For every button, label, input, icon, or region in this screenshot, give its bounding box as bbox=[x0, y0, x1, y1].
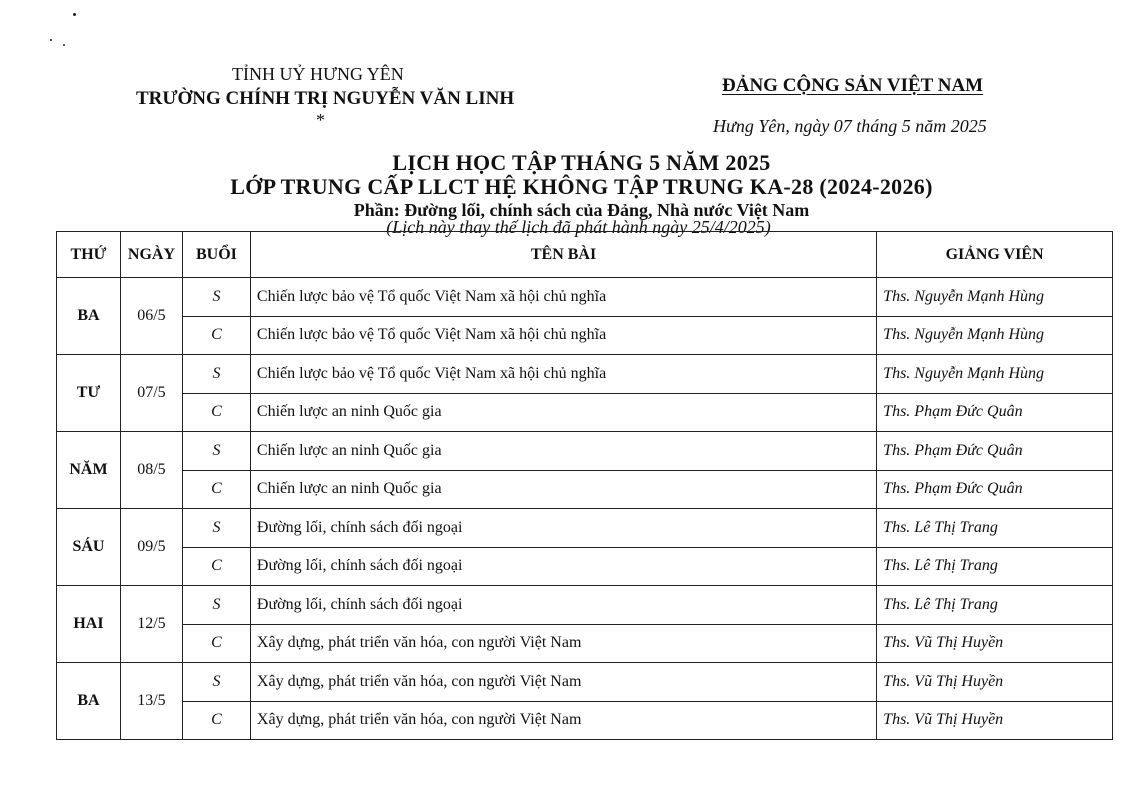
party-name: ĐẢNG CỘNG SẢN VIỆT NAM bbox=[722, 75, 984, 96]
session-cell: S bbox=[182, 663, 250, 702]
table-row bbox=[57, 432, 1113, 471]
issue-date: Hưng Yên, ngày 07 tháng 5 năm 2025 bbox=[713, 116, 987, 136]
lesson-cell: Đường lối, chính sách đối ngoại bbox=[250, 509, 876, 548]
session-cell: S bbox=[182, 432, 250, 471]
day-cell: HAI bbox=[57, 586, 121, 663]
title-line-1-text: LỊCH HỌC TẬP THÁNG 5 NĂM 2025 bbox=[392, 150, 771, 175]
date-cell: 09/5 bbox=[120, 509, 182, 586]
table-row bbox=[57, 586, 1113, 625]
org-lower-name: TRƯỜNG CHÍNH TRỊ NGUYỄN VĂN LINH bbox=[136, 88, 515, 109]
header-giang-vien: GIẢNG VIÊN bbox=[877, 232, 1113, 278]
session-cell: C bbox=[182, 624, 250, 663]
table-row bbox=[57, 624, 1113, 663]
lecturer-cell: Ths. Lê Thị Trang bbox=[877, 509, 1113, 548]
lecturer-cell: Ths. Lê Thị Trang bbox=[877, 547, 1113, 586]
org-star-mark: * bbox=[316, 110, 325, 130]
day-cell: NĂM bbox=[57, 432, 121, 509]
day-cell: SÁU bbox=[57, 509, 121, 586]
lesson-cell: Đường lối, chính sách đối ngoại bbox=[250, 547, 876, 586]
session-cell: S bbox=[182, 278, 250, 317]
table-row bbox=[57, 355, 1113, 394]
lecturer-cell: Ths. Vũ Thị Huyền bbox=[877, 663, 1113, 702]
section-title-text: Phần: Đường lối, chính sách của Đảng, Nhà nước Việt Nam bbox=[353, 200, 810, 220]
lecturer-cell: Ths. Phạm Đức Quân bbox=[877, 393, 1113, 432]
lesson-cell: Đường lối, chính sách đối ngoại bbox=[250, 586, 876, 625]
lecturer-cell: Ths. Vũ Thị Huyền bbox=[877, 624, 1113, 663]
title-line-2 bbox=[0, 174, 1131, 200]
day-cell: BA bbox=[57, 278, 121, 355]
table-row bbox=[57, 701, 1113, 740]
lecturer-cell: Ths. Vũ Thị Huyền bbox=[877, 701, 1113, 740]
table-row bbox=[57, 547, 1113, 586]
lesson-cell: Xây dựng, phát triển văn hóa, con người Việt Nam bbox=[250, 624, 876, 663]
table-row bbox=[57, 470, 1113, 509]
title-line-1 bbox=[0, 150, 1131, 176]
lecturer-cell: Ths. Phạm Đức Quân bbox=[877, 432, 1113, 471]
lesson-cell: Chiến lược an ninh Quốc gia bbox=[250, 470, 876, 509]
session-cell: C bbox=[182, 316, 250, 355]
day-cell: TƯ bbox=[57, 355, 121, 432]
header-buoi: BUỔI bbox=[182, 232, 250, 278]
header-row bbox=[57, 232, 1113, 278]
table-row bbox=[57, 278, 1113, 317]
lecturer-cell: Ths. Phạm Đức Quân bbox=[877, 470, 1113, 509]
date-cell: 08/5 bbox=[120, 432, 182, 509]
session-cell: S bbox=[182, 586, 250, 625]
lecturer-cell: Ths. Nguyễn Mạnh Hùng bbox=[877, 278, 1113, 317]
scan-speck bbox=[63, 44, 65, 46]
org-upper-name: TỈNH UỶ HƯNG YÊN bbox=[232, 64, 404, 84]
day-cell: BA bbox=[57, 663, 121, 740]
lesson-cell: Chiến lược bảo vệ Tổ quốc Việt Nam xã hội chủ nghĩa bbox=[250, 278, 876, 317]
session-cell: C bbox=[182, 393, 250, 432]
lecturer-cell: Ths. Nguyễn Mạnh Hùng bbox=[877, 316, 1113, 355]
header-ten-bai: TÊN BÀI bbox=[250, 232, 876, 278]
table-row bbox=[57, 663, 1113, 702]
session-cell: S bbox=[182, 355, 250, 394]
date-cell: 13/5 bbox=[120, 663, 182, 740]
table-row bbox=[57, 509, 1113, 548]
schedule-table bbox=[56, 231, 1113, 740]
title-line-2-text: LỚP TRUNG CẤP LLCT HỆ KHÔNG TẬP TRUNG KA-28 (2024-2026) bbox=[230, 174, 933, 199]
date-cell: 07/5 bbox=[120, 355, 182, 432]
lesson-cell: Xây dựng, phát triển văn hóa, con người Việt Nam bbox=[250, 701, 876, 740]
table-row bbox=[57, 316, 1113, 355]
lecturer-cell: Ths. Nguyễn Mạnh Hùng bbox=[877, 355, 1113, 394]
session-cell: C bbox=[182, 701, 250, 740]
lesson-cell: Chiến lược an ninh Quốc gia bbox=[250, 393, 876, 432]
session-cell: S bbox=[182, 509, 250, 548]
lesson-cell: Chiến lược bảo vệ Tổ quốc Việt Nam xã hội chủ nghĩa bbox=[250, 316, 876, 355]
header-ngay: NGÀY bbox=[120, 232, 182, 278]
replacement-note-text: (Lịch này thay thế lịch đã phát hành ngày 25/4/2025) bbox=[386, 217, 771, 237]
session-cell: C bbox=[182, 470, 250, 509]
header-thu: THỨ bbox=[57, 232, 121, 278]
lecturer-cell: Ths. Lê Thị Trang bbox=[877, 586, 1113, 625]
scan-speck bbox=[50, 39, 52, 41]
date-cell: 12/5 bbox=[120, 586, 182, 663]
date-cell: 06/5 bbox=[120, 278, 182, 355]
session-cell: C bbox=[182, 547, 250, 586]
lesson-cell: Chiến lược an ninh Quốc gia bbox=[250, 432, 876, 471]
lesson-cell: Chiến lược bảo vệ Tổ quốc Việt Nam xã hội chủ nghĩa bbox=[250, 355, 876, 394]
table-row bbox=[57, 393, 1113, 432]
scan-speck bbox=[73, 13, 76, 16]
lesson-cell: Xây dựng, phát triển văn hóa, con người Việt Nam bbox=[250, 663, 876, 702]
